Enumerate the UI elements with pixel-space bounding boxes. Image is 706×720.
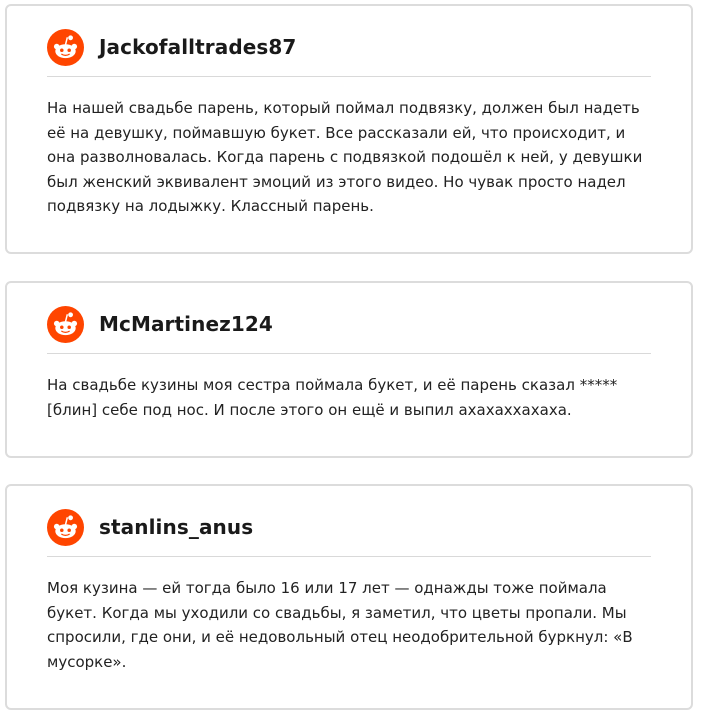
comment-header <box>47 29 651 77</box>
comment-text: На нашей свадьбе парень, который поймал подвязку, должен был надеть её на девушку, поймавшую букет. Все рассказали ей, что происходит, и она разволновалась. Когда парень с подвязкой подошёл к ней, у девушки был женский эквивалент эмоций из этого видео. Но чувак просто надел подвязку на лодыжку. Классный парень. <box>47 99 643 215</box>
comment-header <box>47 306 651 354</box>
comment-username[interactable]: McMartinez124 <box>99 312 273 336</box>
comment-card <box>5 281 693 458</box>
comment-card <box>5 4 693 254</box>
comment-header <box>47 509 651 557</box>
reddit-snoo-icon <box>47 306 84 343</box>
comment-text: Моя кузина — ей тогда было 16 или 17 лет — однажды тоже поймала букет. Когда мы уходили со свадьбы, я заметил, что цветы пропали. Мы спросили, где они, и её недовольный отец неодобрительной буркнул: «В мусорке». <box>47 579 633 671</box>
comment-username[interactable]: stanlins_anus <box>99 515 254 539</box>
reddit-snoo-icon <box>47 509 84 546</box>
comment-username[interactable]: Jackofalltrades87 <box>99 35 297 59</box>
comment-card <box>5 484 693 710</box>
reddit-snoo-icon <box>47 29 84 66</box>
comment-text: На свадьбе кузины моя сестра поймала букет, и её парень сказал ***** [блин] себе под нос. И после этого он ещё и выпил ахахаххахаха. <box>47 376 618 419</box>
